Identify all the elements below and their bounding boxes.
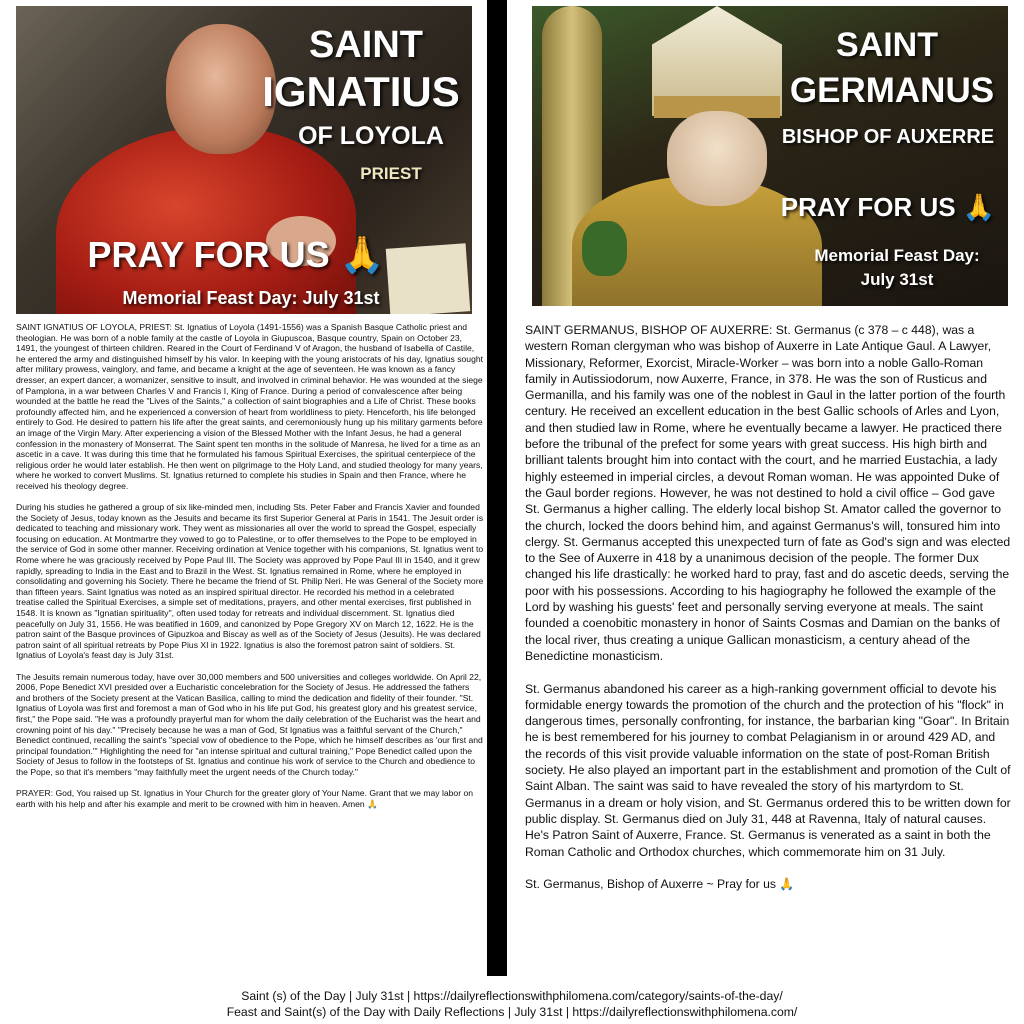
feast-day-text: Memorial Feast Day: July 31st bbox=[122, 288, 380, 308]
column-divider bbox=[487, 0, 507, 976]
pray-for-us-text: PRAY FOR US 🙏 bbox=[87, 234, 385, 275]
feast-day-label: Memorial Feast Day: bbox=[814, 246, 980, 265]
germanus-article bbox=[525, 322, 1011, 909]
banner-subtitle: BISHOP OF AUXERRE bbox=[781, 126, 995, 148]
ignatius-paragraph-2: During his studies he gathered a group of six like-minded men, including Sts. Peter Faber and Francis Xavier and founded the Society of Jesus, today known as the Jesuits and became its first Superior General at Paris in 1541. The Jesuit order is dedicated to teaching and missionary work. They went as missionaries all over the world to spread the Gospel, especially focusing on education. At Montmartre they vowed to go to Palestine, or to offer themselves to the Pope to be employed in the service of God in some other manner. Receiving ordination at Venice together with his companions, St. Ignatius went to Rome where he was graciously received by Pope Paul III. The Society was approved by Pope Paul III in 1540, and it grew rapidly, spreading to India in the East and to Brazil in the West. St. Ignatius remained in Rome, where he employed in consolidating and governing his Society. There he became the friend of St. Philip Neri. He was General of the Society more than fifteen years. Saint Ignatius was noted as an inspired spiritual director. He recorded his method in a celebrated treatise called the Spiritual Exercises, a simple set of meditations, prayers, and other mental exercises, first published in 1548. It is known as "Ignatian spirituality", often used today for retreats and individual discernment. St. Ignatius died peacefully on July 31, 1556. He was beatified in 1609, and canonized by Pope Gregory XV on March 12, 1622. He is the patron saint of the Basque provinces of Gipuzkoa and Biscay as well as of the Society of Jesus (Jesuits). He was declared patron saint of all spiritual retreats by Pope Pius XI in 1922. Ignatius is also the foremost patron saint of soldiers. St. Ignatius of Loyola's feast day is July 31st. bbox=[16, 502, 484, 661]
ignatius-paragraph-1: SAINT IGNATIUS OF LOYOLA, PRIEST: St. Ignatius of Loyola (1491-1556) was a Spanish Basque Catholic priest and theologian. He was born of a noble family at the castle of Loyola in Giupuscoa, Basque country, Spain on October 23, 1491, the youngest of thirteen children. Reared in the Court of Ferdinand V of Aragon, the husband of Isabella of Castile, he entered the army and distinguished himself by his valor. In keeping with the young aristocrats of his day, Ignatius sought after military prowess, vainglory, and fame, and became a knight at the age of seventeen. He was known as a fancy dresser, an expert dancer, a womanizer, sensitive to insult, and involved in criminal behavior. He was wounded at the siege of Pamplona, in a war between Charles V and Francis I, King of France. During a period of convalescence after being wounded at the battle he read the "Lives of the Saints," a collection of saint biographies and a Life of Christ. These books profoundly affected him, and he experienced a conversion of heart from worldliness to piety. Henceforth, his life belonged entirely to God. He desired to pattern his life after the great saints, and ceremoniously hung up his military garments before an image of the Virgin Mary. After experiencing a vision of the Blessed Mother with the Infant Jesus, he had a general confession in the monastery of Monserrat. The Saint spent ten months in the solitude of Manresa, he lived for a time as an ascetic in a cave. It was during this time that he formulated his famous Spiritual Exercises, the spiritual centerpiece of the religious order he would later establish. He then went on pilgrimage to the Holy Land, and studied theology for many years, where he worked to convert Muslims. St. Ignatius returned to complete his studies in Spain and then France, where he received his theology degree. bbox=[16, 322, 484, 491]
banner-title-name: IGNATIUS bbox=[262, 68, 460, 115]
banner-subtitle: OF LOYOLA bbox=[298, 122, 444, 150]
footer-line-2[interactable]: Feast and Saint(s) of the Day with Daily Reflections | July 31st | https://dailyreflectionswithphilomena.com/ bbox=[226, 1005, 798, 1019]
germanus-banner-image bbox=[532, 6, 1008, 306]
germanus-paragraph-1: SAINT GERMANUS, BISHOP OF AUXERRE: St. Germanus (c 378 – c 448), was a western Roman clergyman who was bishop of Auxerre in Late Antique Gaul. A Lawyer, Missionary, Reformer, Exorcist, Miracle-Worker – was born into a noble Gallo-Roman family in Autissiodorum, now Auxerre, France, in 378. He was the son of Rusticus and Germanilla, and his family was one of the noblest in Gaul in the latter portion of the fourth century. He received an excellent education in the best Gallic schools of Arles and Lyon, and then studied law in Rome, where he eventually became a lawyer. He practiced there before the tribunal of the prefect for some years with great success. His high birth and brilliant talents brought him into contact with the court, and he married Eustachia, a lady highly esteemed in imperial circles, a devout Roman woman. He was appointed Duke of the Gaul border regions. However, he was not destined to hold a civil office – God gave St. Germanus a higher calling. The elderly local bishop St. Amator called the governor to the church, locked the doors behind him, and against Germanus's will, tonsured him into clergy. St. Germanus accepted this unexpected turn of fate as God's sign and was elected to the See of Auxerre in 418 by a unanimous decision of the people. The former Dux changed his life drastically: he worked hard to pray, fast and do ascetic deeds, serving the poor with his possessions. According to his hagiography he followed the example of the Lord by washing his guests' feet and personally serving everyone at meals. The saint founded a coenobitic monastery in honor of Saints Cosmas and Damian on the banks of the local river, thus creating a unique Gallican monasticism, a century ahead of the Benedictine monasticism. bbox=[525, 323, 1011, 663]
ignatius-article bbox=[16, 322, 484, 820]
banner-title-saint: SAINT bbox=[309, 24, 423, 66]
germanus-portrait bbox=[667, 111, 767, 206]
banner-title-saint: SAINT bbox=[836, 26, 938, 64]
pray-for-us-text: PRAY FOR US 🙏 bbox=[780, 192, 996, 222]
banner-title-name: GERMANUS bbox=[789, 71, 995, 110]
footer bbox=[0, 988, 1024, 1020]
ignatius-paragraph-3: The Jesuits remain numerous today, have over 30,000 members and 500 universities and colleges worldwide. On April 22, 2006, Pope Benedict XVI presided over a Eucharistic concelebration for the Society of Jesus. He addressed the fathers and brothers of the Society present at the Vatican Basilica, calling to mind the dedication and fidelity of their founder. "St. Ignatius of Loyola was first and foremost a man of God who in his life put God, his greatest glory and his greatest service, first," the Pope said. "He was a profoundly prayerful man for whom the daily celebration of the Eucharist was the heart and crowning point of his day." "Precisely because he was a man of God, St Ignatius was a faithful servant of the Church," Benedict continued, recalling the saint's "special vow of obedience to the Pope, which he himself describes as 'our first and principal foundation.'" Highlighting the need for "an intense spiritual and cultural training," Pope Benedict called upon the Society of Jesus to follow in the footsteps of St. Ignatius and continue his work of service to the Church and obedience to the Pope, so that it's members "may faithfully meet the urgent needs of the Church today." bbox=[16, 671, 483, 777]
ignatius-banner-image bbox=[16, 6, 472, 314]
banner-role: PRIEST bbox=[360, 164, 422, 183]
germanus-paragraph-2: St. Germanus abandoned his career as a high-ranking government official to devote his formidable energy towards the promotion of the church and the protection of his "flock" in dangerous times, personally confronting, for instance, the barbarian king "Goar". In Britain he is best remembered for his journey to combat Pelagianism in or around 429 AD, and the records of this visit provide valuable information on the state of post-Roman British society. He also played an important part in the establishment and promotion of the Cult of Saint Alban. The saint was said to have revealed the story of his martyrdom to St. Germanus in a dream or holy vision, and St. Germanus ordered this to be written down for public display. St. Germanus died on July 31, 448 at Ravenna, Italy of natural causes. He's Patron Saint of Auxerre, France. St. Germanus is venerated as a saint in both the Roman Catholic and Orthodox churches, which commemorate him on 31 July. bbox=[525, 681, 1011, 859]
germanus-gloved-hand bbox=[582, 221, 627, 276]
ignatius-prayer: PRAYER: God, You raised up St. Ignatius in Your Church for the greater glory of Your Name. Grant that we may labor on earth with his help and after his example and merit to be crowned with him in heaven. Amen 🙏 bbox=[16, 788, 473, 809]
germanus-closing: St. Germanus, Bishop of Auxerre ~ Pray for us 🙏 bbox=[525, 877, 795, 892]
feast-day-date: July 31st bbox=[860, 270, 934, 289]
footer-line-1[interactable]: Saint (s) of the Day | July 31st | https://dailyreflectionswithphilomena.com/category/saints-of-the-day/ bbox=[241, 989, 783, 1003]
